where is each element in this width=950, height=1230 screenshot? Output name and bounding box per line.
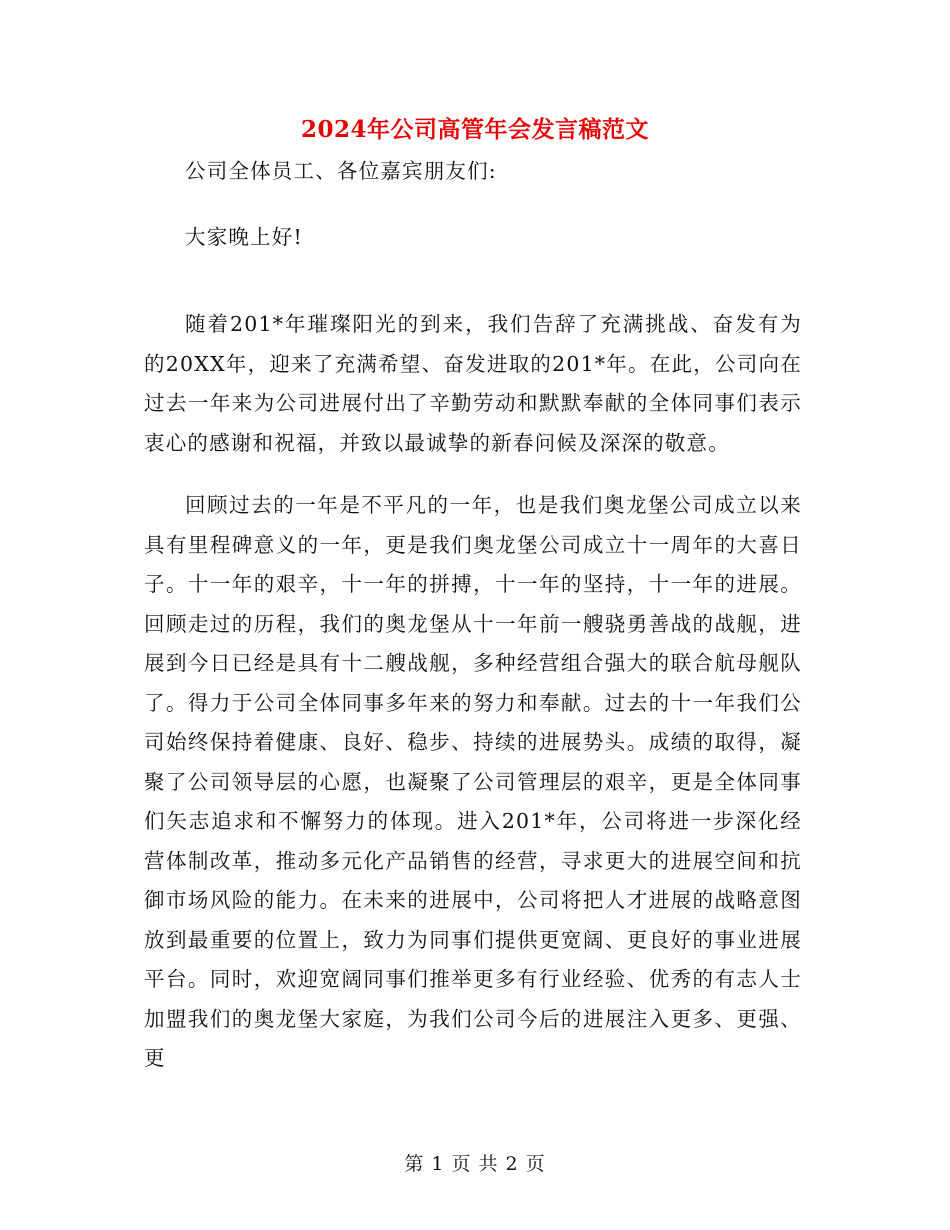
page-number-footer: 第 1 页 共 2 页 bbox=[404, 1153, 546, 1175]
paragraph-evening-greeting: 大家晚上好! bbox=[185, 225, 303, 249]
paragraph-review: 回顾过去的一年是不平凡的一年，也是我们奥龙堡公司成立以来具有里程碑意义的一年，更是我们奥龙堡公司成立十一周年的大喜日子。十一年的艰辛，十一年的拼搏，十一年的坚持，十一年的进展。回顾走过的历程，我们的奥龙堡从十一年前一艘骁勇善战的战舰，进展到今日已经是具有十二艘战舰，多种经营组合强大的联合航母舰队了。得力于公司全体同事多年来的努力和奉献。过去的十一年我们公司始终保持着健康、良好、稳步、持续的进展势头。成绩的取得，凝聚了公司领导层的心愿，也凝聚了公司管理层的艰辛，更是全体同事们矢志追求和不懈努力的体现。进入201*年，公司将进一步深化经营体制改革，推动多元化产品销售的经营，寻求更大的进展空间和抗御市场风险的能力。在未来的进展中，公司将把人才进展的战略意图放到最重要的位置上，致力为同事们提供更宽阔、更良好的事业进展平台。同时，欢迎宽阔同事们推举更多有行业经验、优秀的有志人士加盟我们的奥龙堡大家庭，为我们公司今后的进展注入更多、更强、更 bbox=[144, 493, 802, 1070]
paragraph-intro: 随着201*年璀璨阳光的到来，我们告辞了充满挑战、奋发有为的20XX年，迎来了充满希望、奋发进取的201*年。在此，公司向在过去一年来为公司进展付出了辛勤劳动和默默奉献的全体同事们表示衷心的感谢和祝福，并致以最诚挚的新春问候及深深的敬意。 bbox=[144, 312, 802, 455]
paragraph-greeting: 公司全体员工、各位嘉宾朋友们: bbox=[185, 159, 497, 183]
document-title: 2024年公司高管年会发言稿范文 bbox=[300, 116, 649, 143]
